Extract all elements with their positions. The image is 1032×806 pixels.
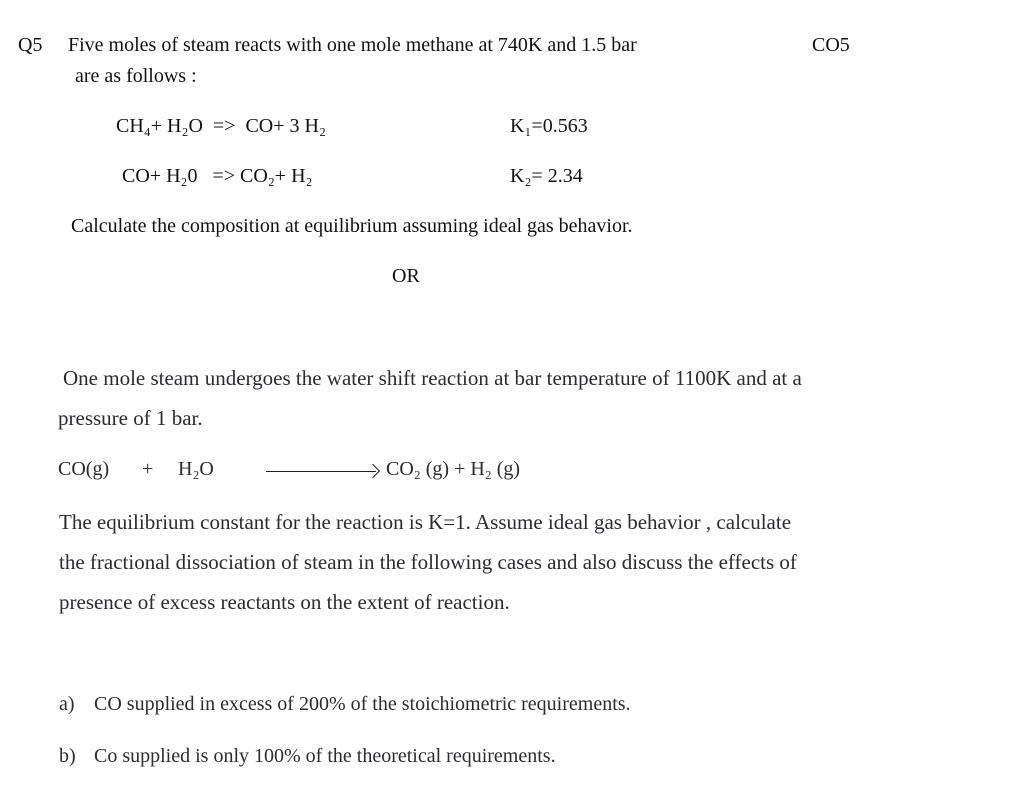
reaction-1-equation: CH₄+ H₂O => CO+ 3 H₂ xyxy=(116,115,326,137)
question-stem-line2: are as follows : xyxy=(75,65,197,87)
alternate-body-line1: The equilibrium constant for the reaction is K=1. Assume ideal gas behavior , calculate xyxy=(59,510,792,534)
reaction-arrow-line xyxy=(266,471,376,472)
case-b-marker: b) xyxy=(59,745,76,767)
reaction-2-equation: CO+ H₂0 => CO₂+ H₂ xyxy=(122,165,313,187)
shift-plus-sign: + xyxy=(142,458,154,480)
course-outcome-label: CO5 xyxy=(812,34,850,56)
task-statement: Calculate the composition at equilibrium assuming ideal gas behavior. xyxy=(71,215,633,237)
question-stem-line1: Five moles of steam reacts with one mole methane at 740K and 1.5 bar xyxy=(68,34,637,56)
reaction-1-constant: K₁=0.563 xyxy=(510,115,588,137)
alternate-body-line2: the fractional dissociation of steam in the following cases and also discuss the effects of xyxy=(59,550,797,574)
alternate-body-line3: presence of excess reactants on the extent of reaction. xyxy=(59,590,510,614)
shift-reactant-co: CO(g) xyxy=(58,458,110,480)
shift-products: CO₂ (g) + H₂ (g) xyxy=(386,458,521,480)
case-b-text: Co supplied is only 100% of the theoretical requirements. xyxy=(94,745,556,767)
case-a-marker: a) xyxy=(59,693,75,715)
reaction-arrow-icon xyxy=(366,464,380,478)
shift-reactant-h2o: H₂O xyxy=(178,458,214,480)
alternate-intro-line1: One mole steam undergoes the water shift reaction at bar temperature of 1100K and at a xyxy=(63,366,802,390)
or-separator: OR xyxy=(392,265,420,287)
alternate-intro-line2: pressure of 1 bar. xyxy=(58,406,203,430)
case-a-text: CO supplied in excess of 200% of the stoichiometric requirements. xyxy=(94,693,631,715)
question-number: Q5 xyxy=(18,34,43,56)
reaction-2-constant: K₂= 2.34 xyxy=(510,165,583,187)
